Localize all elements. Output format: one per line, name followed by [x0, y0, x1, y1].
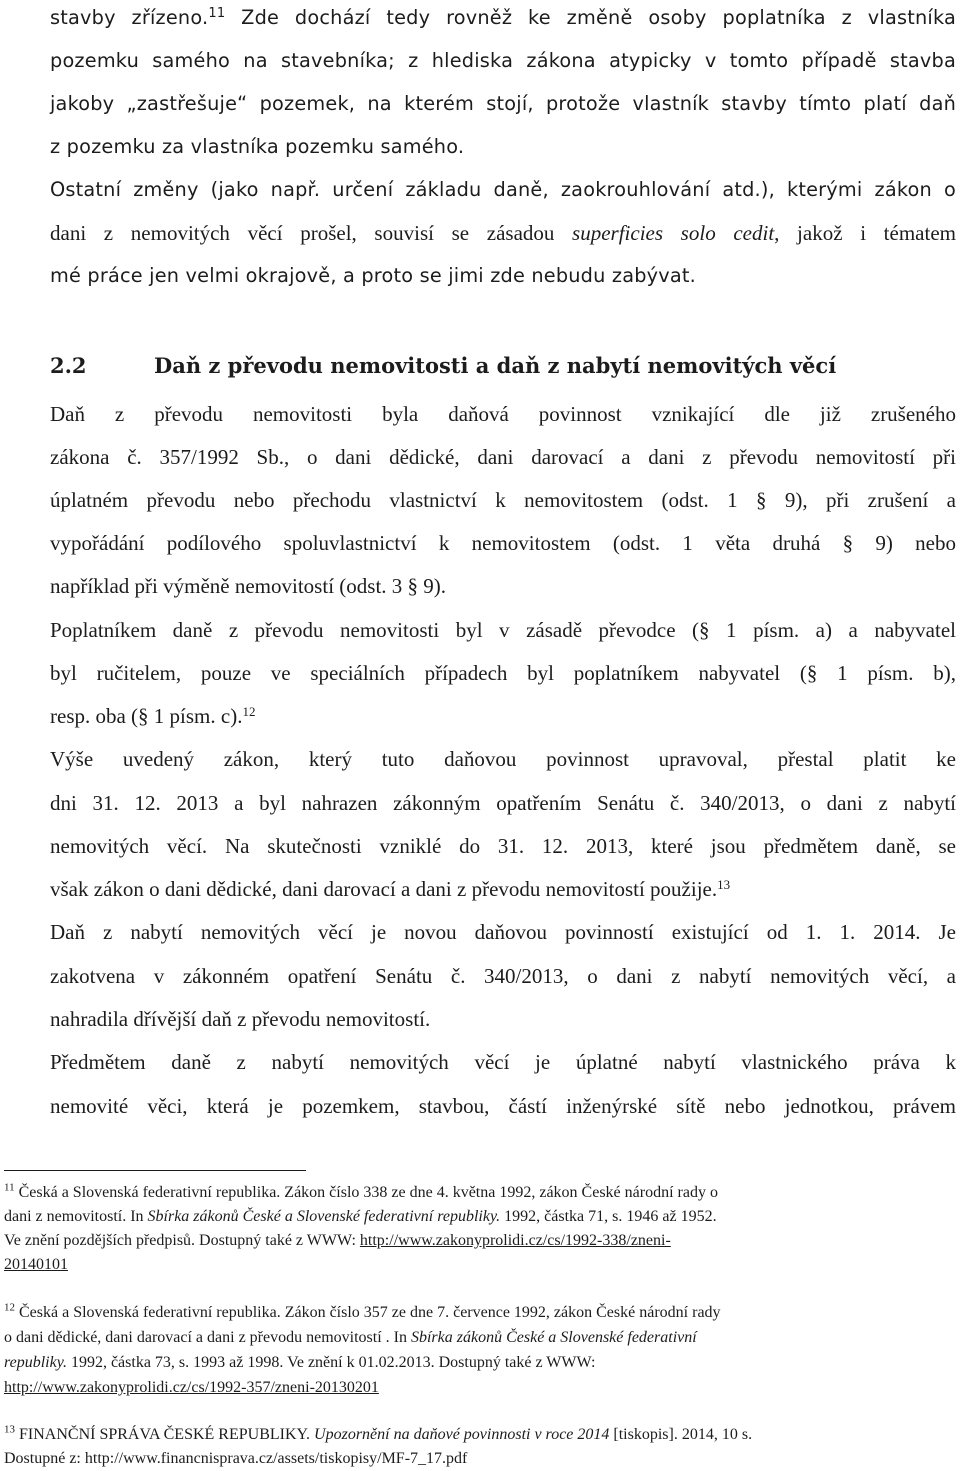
text-run: však zákon o dani dědické, dani darovací a dani z převodu nemovitostí použije. — [50, 877, 718, 901]
text-run: dani z nemovitostí. In — [4, 1208, 148, 1225]
publication-title: republiky. — [4, 1354, 67, 1371]
text-run: Zde dochází tedy rovněž ke změně osoby poplatníka z vlastníka — [225, 6, 956, 29]
text-line: zákona č. 357/1992 Sb., o dani dědické, dani darovací a dani z převodu nemovitostí při — [50, 445, 956, 469]
text-line: nahradila dřívější daň z převodu nemovitostí. — [50, 1007, 431, 1031]
text-run: o dani dědické, dani darovací a dani z převodu nemovitostí . In — [4, 1329, 411, 1346]
text-run: dani z nemovitých věcí prošel, souvisí se zásadou — [50, 221, 573, 245]
footnote-ref-11[interactable]: 11 — [208, 5, 226, 21]
text-line: zakotvena v zákonném opatření Senátu č. 340/2013, o dani z nabytí nemovitých věcí, a — [50, 964, 956, 988]
text-line: Ostatní změny (jako např. určení základu daně, zaokrouhlování atd.), kterými zákon o — [50, 178, 956, 201]
text-line — [50, 5, 956, 29]
text-run: [tiskopis]. 2014, 10 s. — [609, 1426, 753, 1443]
footnote-line — [4, 1380, 954, 1396]
text-line: Daň z nabytí nemovitých věcí je novou daňovou povinností existující od 1. 1. 2014. Je — [50, 920, 956, 944]
footnote-line — [4, 1233, 954, 1249]
footnote-number: 11 — [4, 1181, 15, 1194]
section-heading — [50, 355, 836, 376]
section-number: 2.2 — [50, 353, 87, 378]
text-line: nemovitých věcí. Na skutečnosti vzniklé do 31. 12. 2013, které jsou předmětem daně, se — [50, 834, 956, 858]
footnote-number: 12 — [4, 1301, 15, 1314]
text-run: 1992, částka 73, s. 1993 až 1998. Ve znění k 01.02.2013. Dostupný také z WWW: — [66, 1354, 596, 1371]
text-line: byl ručitelem, pouze ve speciálních případech byl poplatníkem nabyvatel (§ 1 písm. b), — [50, 661, 956, 685]
text-run: FINANČNÍ SPRÁVA ČESKÉ REPUBLIKY. — [15, 1426, 315, 1443]
text-run: Ve znění pozdějších předpisů. Dostupný také z WWW: — [4, 1232, 360, 1249]
footnote-line — [4, 1355, 954, 1371]
footnote-line: Dostupné z: http://www.financnisprava.cz/assets/tiskopisy/MF-7_17.pdf — [4, 1450, 468, 1467]
text-run: stavby zřízeno. — [50, 6, 209, 29]
text-line: jakoby „zastřešuje“ pozemek, na kterém stojí, protože vlastník stavby tímto platí daň — [50, 92, 956, 115]
footnote-12 — [4, 1301, 954, 1321]
text-line: například při výměně nemovitostí (odst. 3 § 9). — [50, 574, 447, 598]
text-line: Poplatníkem daně z převodu nemovitosti byl v zásadě převodce (§ 1 písm. a) a nabyvatel — [50, 618, 956, 642]
footnote-ref-12[interactable]: 12 — [242, 703, 256, 719]
text-line: nemovité věci, která je pozemkem, stavbou, částí inženýrské sítě nebo jednotkou, právem — [50, 1094, 956, 1118]
text-run: , jakož i tématem — [774, 221, 956, 245]
text-line — [50, 223, 956, 244]
footnote-11 — [4, 1181, 954, 1201]
text-line: úplatném převodu nebo přechodu vlastnictví k nemovitostem (odst. 1 § 9), při zrušení a — [50, 488, 956, 512]
text-run: resp. oba (§ 1 písm. c). — [50, 704, 243, 728]
footnote-13 — [4, 1423, 954, 1443]
text-line: pozemku samého na stavebníka; z hlediska zákona atypicky v tomto případě stavba — [50, 49, 956, 72]
text-line: z pozemku za vlastníka pozemku samého. — [50, 135, 465, 158]
latin-phrase: superficies solo cedit — [572, 221, 775, 245]
footnote-link[interactable]: http://www.zakonyprolidi.cz/cs/1992-357/zneni-20130201 — [4, 1379, 379, 1396]
text-line: Výše uvedený zákon, který tuto daňovou povinnost upravoval, přestal platit ke — [50, 747, 956, 771]
text-line: vypořádání podílového spoluvlastnictví k nemovitostem (odst. 1 věta druhá § 9) nebo — [50, 531, 956, 555]
text-line: Daň z převodu nemovitosti byla daňová povinnost vznikající dle již zrušeného — [50, 402, 956, 426]
publication-title: Sbírka zákonů České a Slovenské federativní republiky. — [147, 1208, 501, 1225]
text-line — [50, 876, 956, 901]
footnote-number: 13 — [4, 1423, 15, 1436]
footnote-link[interactable]: http://www.zakonyprolidi.cz/cs/1992-338/zneni- — [359, 1232, 671, 1249]
text-run: Česká a Slovenská federativní republika. Zákon číslo 357 ze dne 7. července 1992, zákon České národní rady — [15, 1304, 721, 1321]
text-line — [50, 703, 956, 728]
footnote-line — [4, 1209, 954, 1225]
text-run: 1992, částka 71, s. 1946 až 1952. — [500, 1208, 717, 1225]
text-line: mé práce jen velmi okrajově, a proto se jimi zde nebudu zabývat. — [50, 264, 696, 287]
footnote-line — [4, 1257, 954, 1273]
text-run: Česká a Slovenská federativní republika. Zákon číslo 338 ze dne 4. května 1992, zákon České národní rady o — [14, 1184, 718, 1201]
footnote-separator — [4, 1170, 306, 1171]
publication-title: Upozornění na daňové povinnosti v roce 2014 — [314, 1426, 610, 1443]
text-line: Předmětem daně z nabytí nemovitých věcí je úplatné nabytí vlastnického práva k — [50, 1050, 956, 1074]
footnote-line — [4, 1330, 954, 1346]
publication-title: Sbírka zákonů České a Slovenské federativní — [410, 1329, 697, 1346]
section-title: Daň z převodu nemovitosti a daň z nabytí nemovitých věcí — [154, 353, 837, 378]
footnote-link[interactable]: 20140101 — [4, 1256, 68, 1273]
text-line: dni 31. 12. 2013 a byl nahrazen zákonným opatřením Senátu č. 340/2013, o dani z nabytí — [50, 791, 956, 815]
footnote-ref-13[interactable]: 13 — [717, 876, 731, 892]
